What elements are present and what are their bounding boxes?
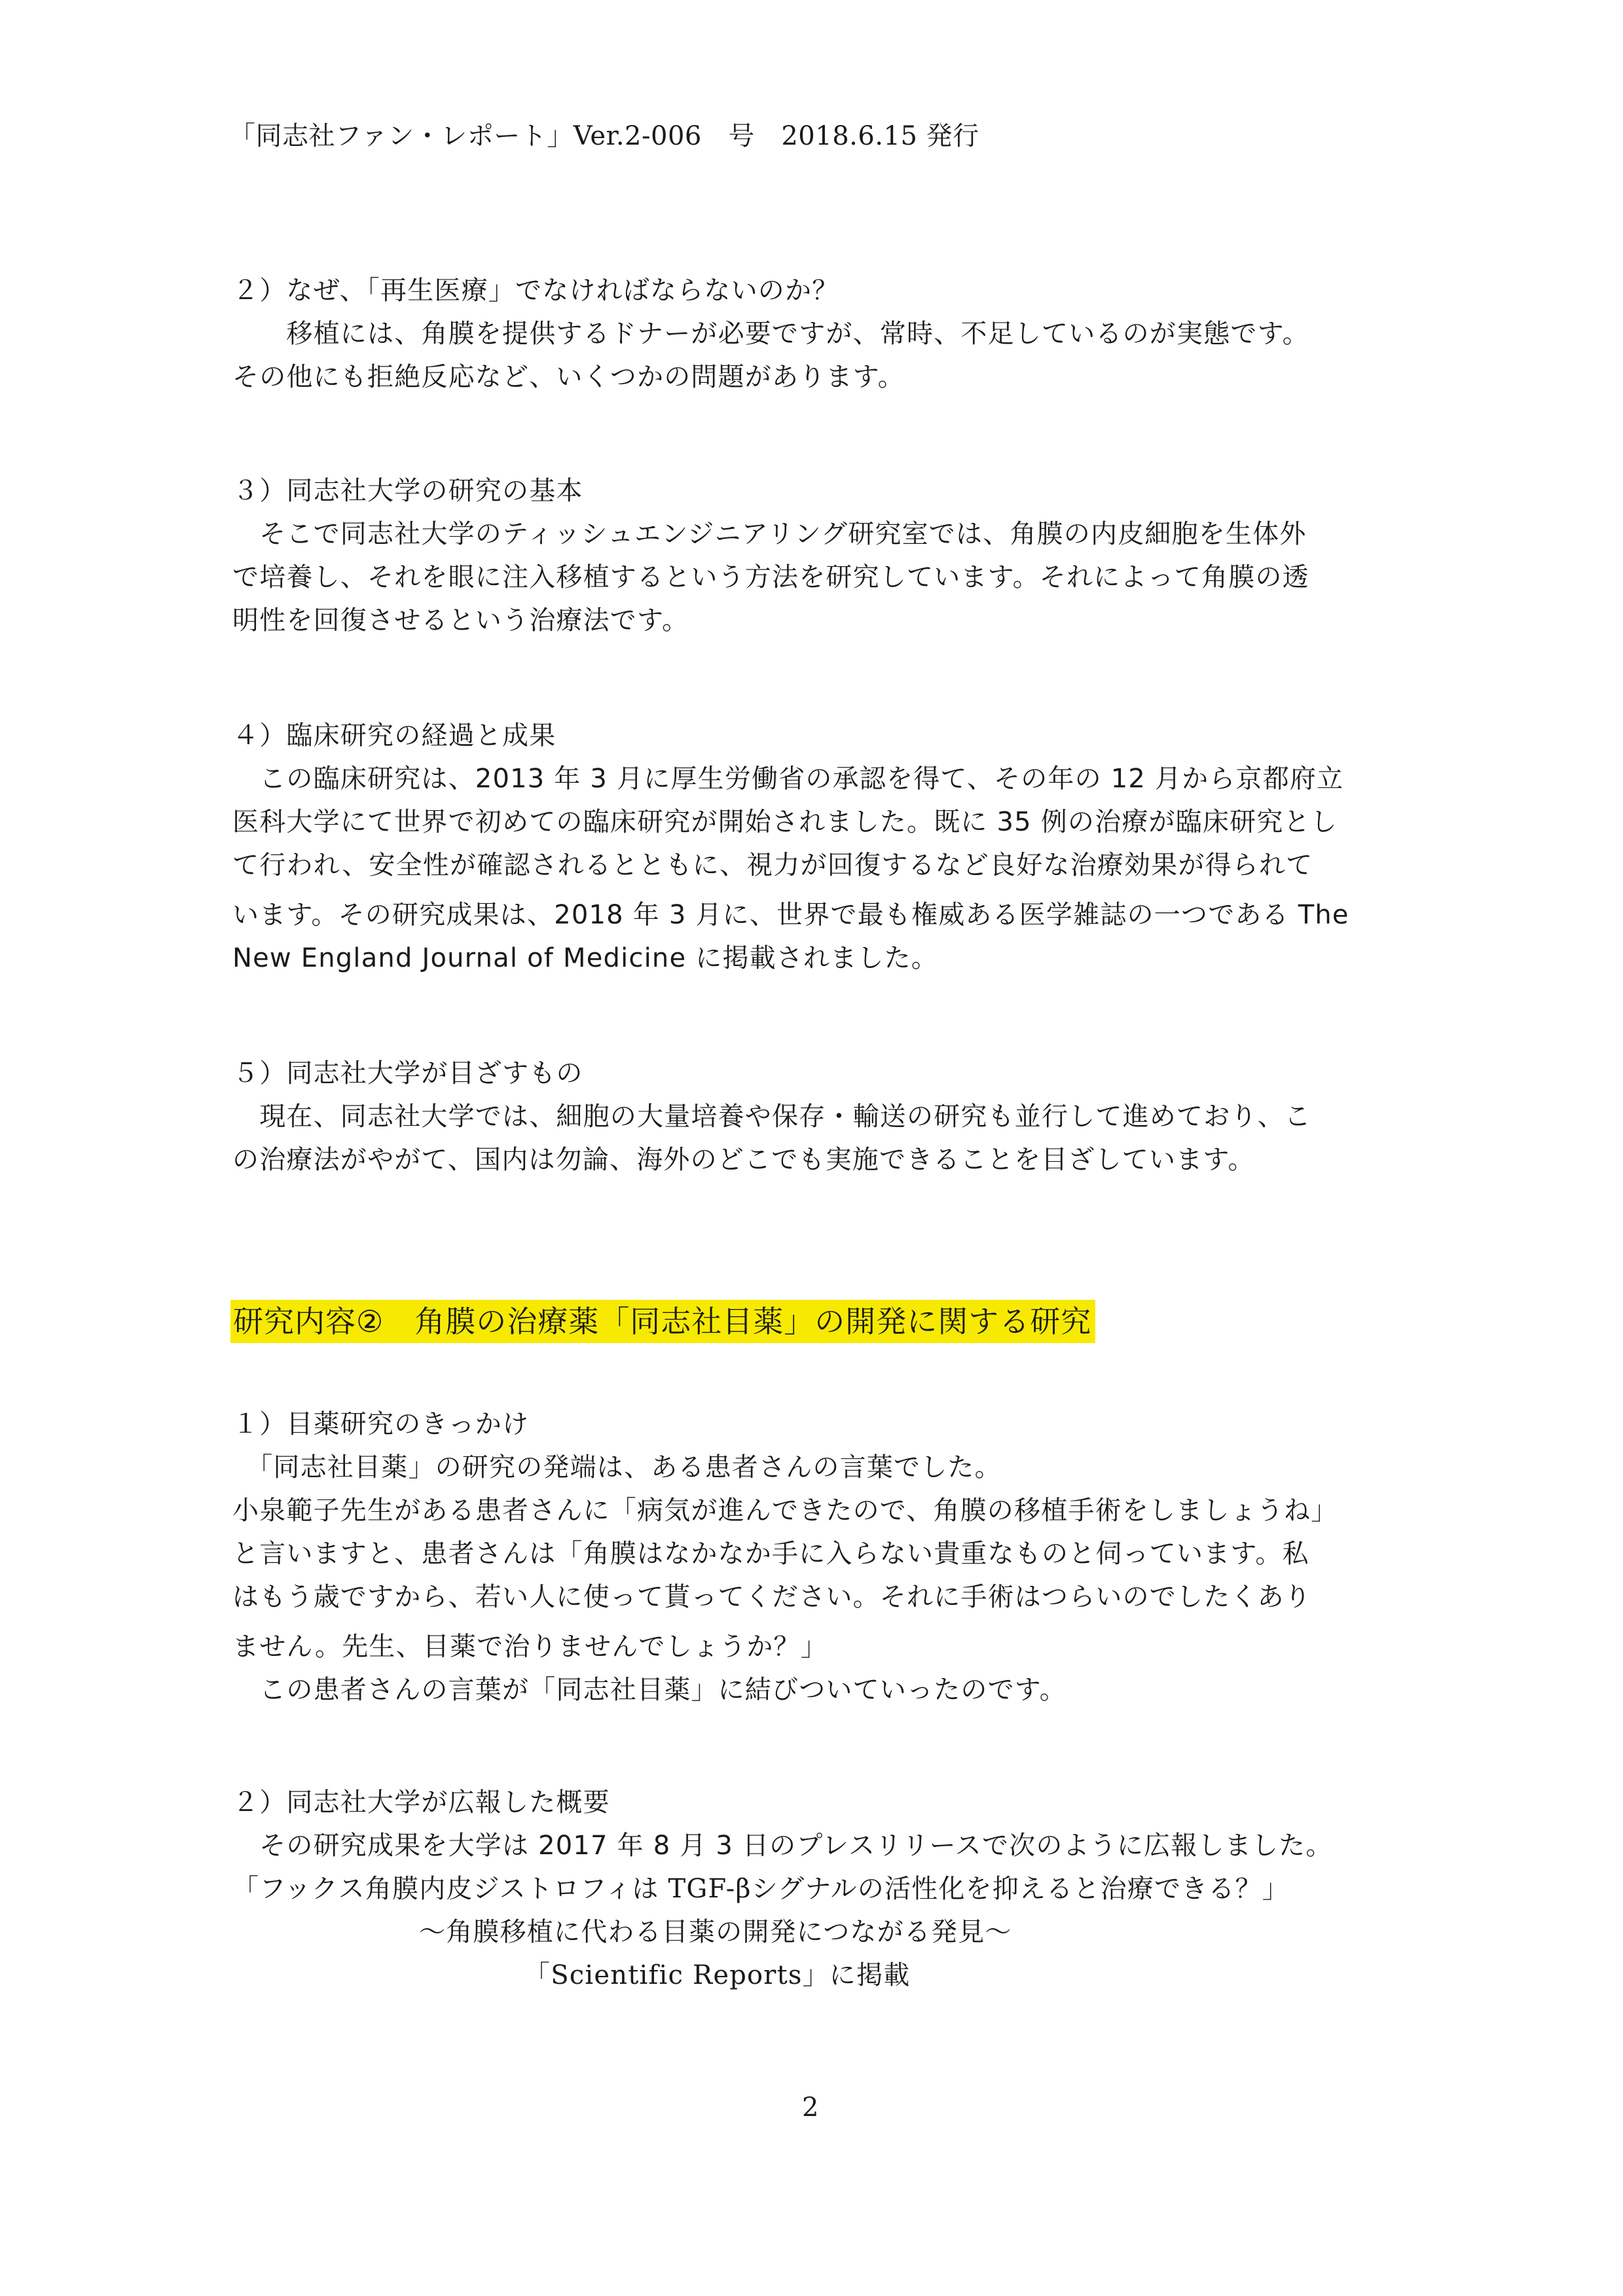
paragraph-line: の治療法がやがて、国内は勿論、海外のどこでも実施できることを目ざしています。: [232, 1145, 1255, 1175]
paragraph-line: ません。先生、目薬で治りませんでしょうか？」: [232, 1632, 828, 1662]
paragraph-line: New England Journal of Medicine に掲載されました。: [232, 943, 938, 973]
paragraph-line: その他にも拒絶反応など、いくつかの問題があります。: [232, 362, 905, 392]
paragraph-line: この患者さんの言葉が「同志社目薬」に結びついていったのです。: [232, 1675, 1067, 1705]
press-release-subtitle: ～角膜移植に代わる目薬の開発につながる発見～: [419, 1917, 1012, 1947]
section-heading-research-basis: ３）同志社大学の研究の基本: [232, 476, 583, 506]
paragraph-line: て行われ、安全性が確認されるとともに、視力が回復するなど良好な治療効果が得られて: [232, 850, 1313, 880]
paragraph-line: この臨床研究は、2013 年 3 月に厚生労働省の承認を得て、その年の 12 月から京都府立: [232, 764, 1344, 794]
paragraph-line: 医科大学にて世界で初めての臨床研究が開始されました。既に 35 例の治療が臨床研究とし: [232, 807, 1338, 837]
section-heading-why-regenerative: ２）なぜ、「再生医療」でなければならないのか？: [232, 276, 839, 306]
section-heading-press-release: ２）同志社大学が広報した概要: [232, 1787, 610, 1818]
paragraph-line: その研究成果を大学は 2017 年 8 月 3 日のプレスリリースで次のように広報しました。: [232, 1831, 1333, 1861]
section-heading-clinical-research: ４）臨床研究の経過と成果: [232, 721, 556, 751]
page-header: 「同志社ファン・レポート」Ver.2-006 号 2018.6.15 発行: [229, 121, 979, 151]
paragraph-line: と言いますと、患者さんは「角膜はなかなか手に入らない貴重なものと伺っています。私: [232, 1539, 1309, 1569]
press-release-title: 「フックス角膜内皮ジストロフィは TGF-βシグナルの活性化を抑えると治療できる？」: [232, 1874, 1289, 1904]
press-release-journal: 「Scientific Reports」に掲載: [524, 1960, 911, 1990]
paragraph-line: 現在、同志社大学では、細胞の大量培養や保存・輸送の研究も並行して進めており、こ: [232, 1102, 1311, 1132]
paragraph-line: 移植には、角膜を提供するドナーが必要ですが、常時、不足しているのが実態です。: [232, 319, 1309, 349]
paragraph-line: 「同志社目薬」の研究の発端は、ある患者さんの言葉でした。: [232, 1452, 1002, 1482]
section-heading-doshisha-goal: ５）同志社大学が目ざすもの: [232, 1058, 583, 1088]
highlighted-section-title: 研究内容② 角膜の治療薬「同志社目薬」の開発に関する研究: [230, 1300, 1095, 1343]
paragraph-line: はもう歳ですから、若い人に使って貰ってください。それに手術はつらいのでしたくあり: [232, 1582, 1311, 1612]
paragraph-line: 明性を回復させるという治療法です。: [232, 605, 689, 636]
section-heading-eyedrop-origin: １）目薬研究のきっかけ: [232, 1409, 530, 1439]
paragraph-line: そこで同志社大学のティッシュエンジニアリング研究室では、角膜の内皮細胞を生体外: [232, 519, 1307, 549]
paragraph-line: 小泉範子先生がある患者さんに「病気が進んできたので、角膜の移植手術をしましょうね」: [232, 1496, 1338, 1526]
page-number: 2: [802, 2092, 819, 2123]
paragraph-line: で培養し、それを眼に注入移植するという方法を研究しています。それによって角膜の透: [232, 562, 1309, 592]
paragraph-line: います。その研究成果は、2018 年 3 月に、世界で最も権威ある医学雑誌の一つである The: [232, 900, 1349, 930]
